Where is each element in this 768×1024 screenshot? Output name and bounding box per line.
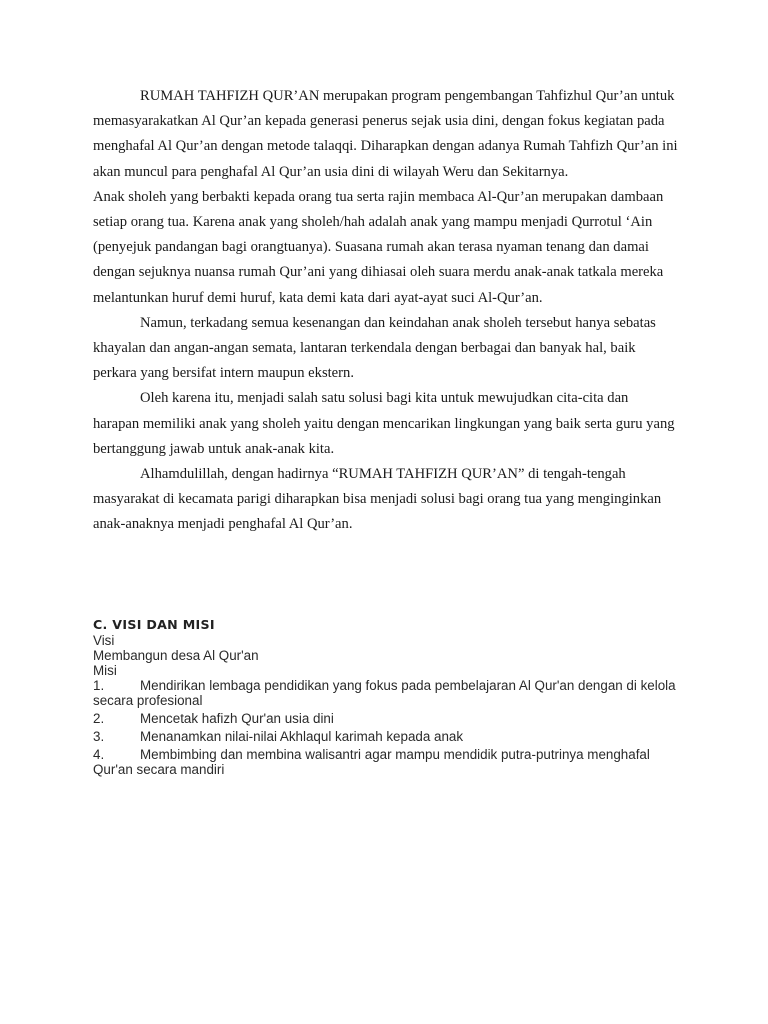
misi-item-text: Membimbing dan membina walisantri agar mampu mendidik putra-putrinya menghafal Qur'an secara mandiri: [93, 747, 650, 777]
misi-item-number: 2.: [93, 711, 105, 726]
misi-list: [93, 678, 678, 777]
visi-misi-section: [93, 617, 678, 780]
misi-item-text: Menanamkan nilai-nilai Akhlaqul karimah kepada anak: [140, 729, 464, 744]
visi-text: Membangun desa Al Qur'an: [93, 648, 259, 663]
misi-label: Misi: [93, 663, 117, 678]
paragraph-intro: RUMAH TAHFIZH QUR’AN merupakan program pengembangan Tahfizhul Qur’an untuk memasyarakatkan Al Qur’an kepada generasi penerus sejak usia dini, dengan fokus kegiatan pada menghafal Al Qur’an dengan metode talaqqi. Diharapkan dengan adanya Rumah Tahfizh Qur’an ini akan muncul para penghafal Al Qur’an usia dini di wilayah Weru dan Sekitarnya.: [93, 88, 678, 180]
misi-item-number: 3.: [93, 729, 105, 744]
misi-item-text: Mendirikan lembaga pendidikan yang fokus pada pembelajaran Al Qur'an dengan di kelola secara profesional: [93, 678, 676, 708]
visi-label: Visi: [93, 633, 115, 648]
misi-item-number: 1.: [93, 678, 105, 693]
misi-item: [93, 729, 678, 744]
section-heading: C. VISI DAN MISI: [93, 617, 215, 632]
misi-item: [93, 747, 678, 777]
misi-item: [93, 711, 678, 726]
paragraph-anak-sholeh: Anak sholeh yang berbakti kepada orang tua serta rajin membaca Al-Qur’an merupakan dambaan setiap orang tua. Karena anak yang sholeh/hah adalah anak yang mampu menjadi Qurrotul ‘Ain (penyejuk pandangan bagi orangtuanya). Suasana rumah akan terasa nyaman tenang dan damai dengan sejuknya nuansa rumah Qur’ani yang dihiasai oleh suara merdu anak-anak tatkala mereka melantunkan huruf demi huruf, kata demi kata dari ayat-ayat suci Al-Qur’an.: [93, 188, 664, 306]
misi-item-text: Mencetak hafizh Qur'an usia dini: [140, 711, 334, 726]
paragraph-alhamdulillah: Alhamdulillah, dengan hadirnya “RUMAH TAHFIZH QUR’AN” di tengah-tengah masyarakat di kecamata parigi diharapkan bisa menjadi solusi bagi orang tua yang menginginkan anak-anaknya menjadi penghafal Al Qur’an.: [93, 466, 662, 533]
body-text: [93, 84, 678, 538]
misi-item-number: 4.: [93, 747, 105, 762]
misi-item: [93, 678, 678, 708]
paragraph-oleh-karena-itu: Oleh karena itu, menjadi salah satu solusi bagi kita untuk mewujudkan cita-cita dan harapan memiliki anak yang sholeh yaitu dengan mencarikan lingkungan yang baik serta guru yang bertanggung jawab untuk anak-anak kita.: [93, 390, 675, 457]
paragraph-namun: Namun, terkadang semua kesenangan dan keindahan anak sholeh tersebut hanya sebatas khayalan dan angan-angan semata, lantaran terkendala dengan berbagai dan banyak hal, baik perkara yang bersifat intern maupun ekstern.: [93, 314, 656, 382]
